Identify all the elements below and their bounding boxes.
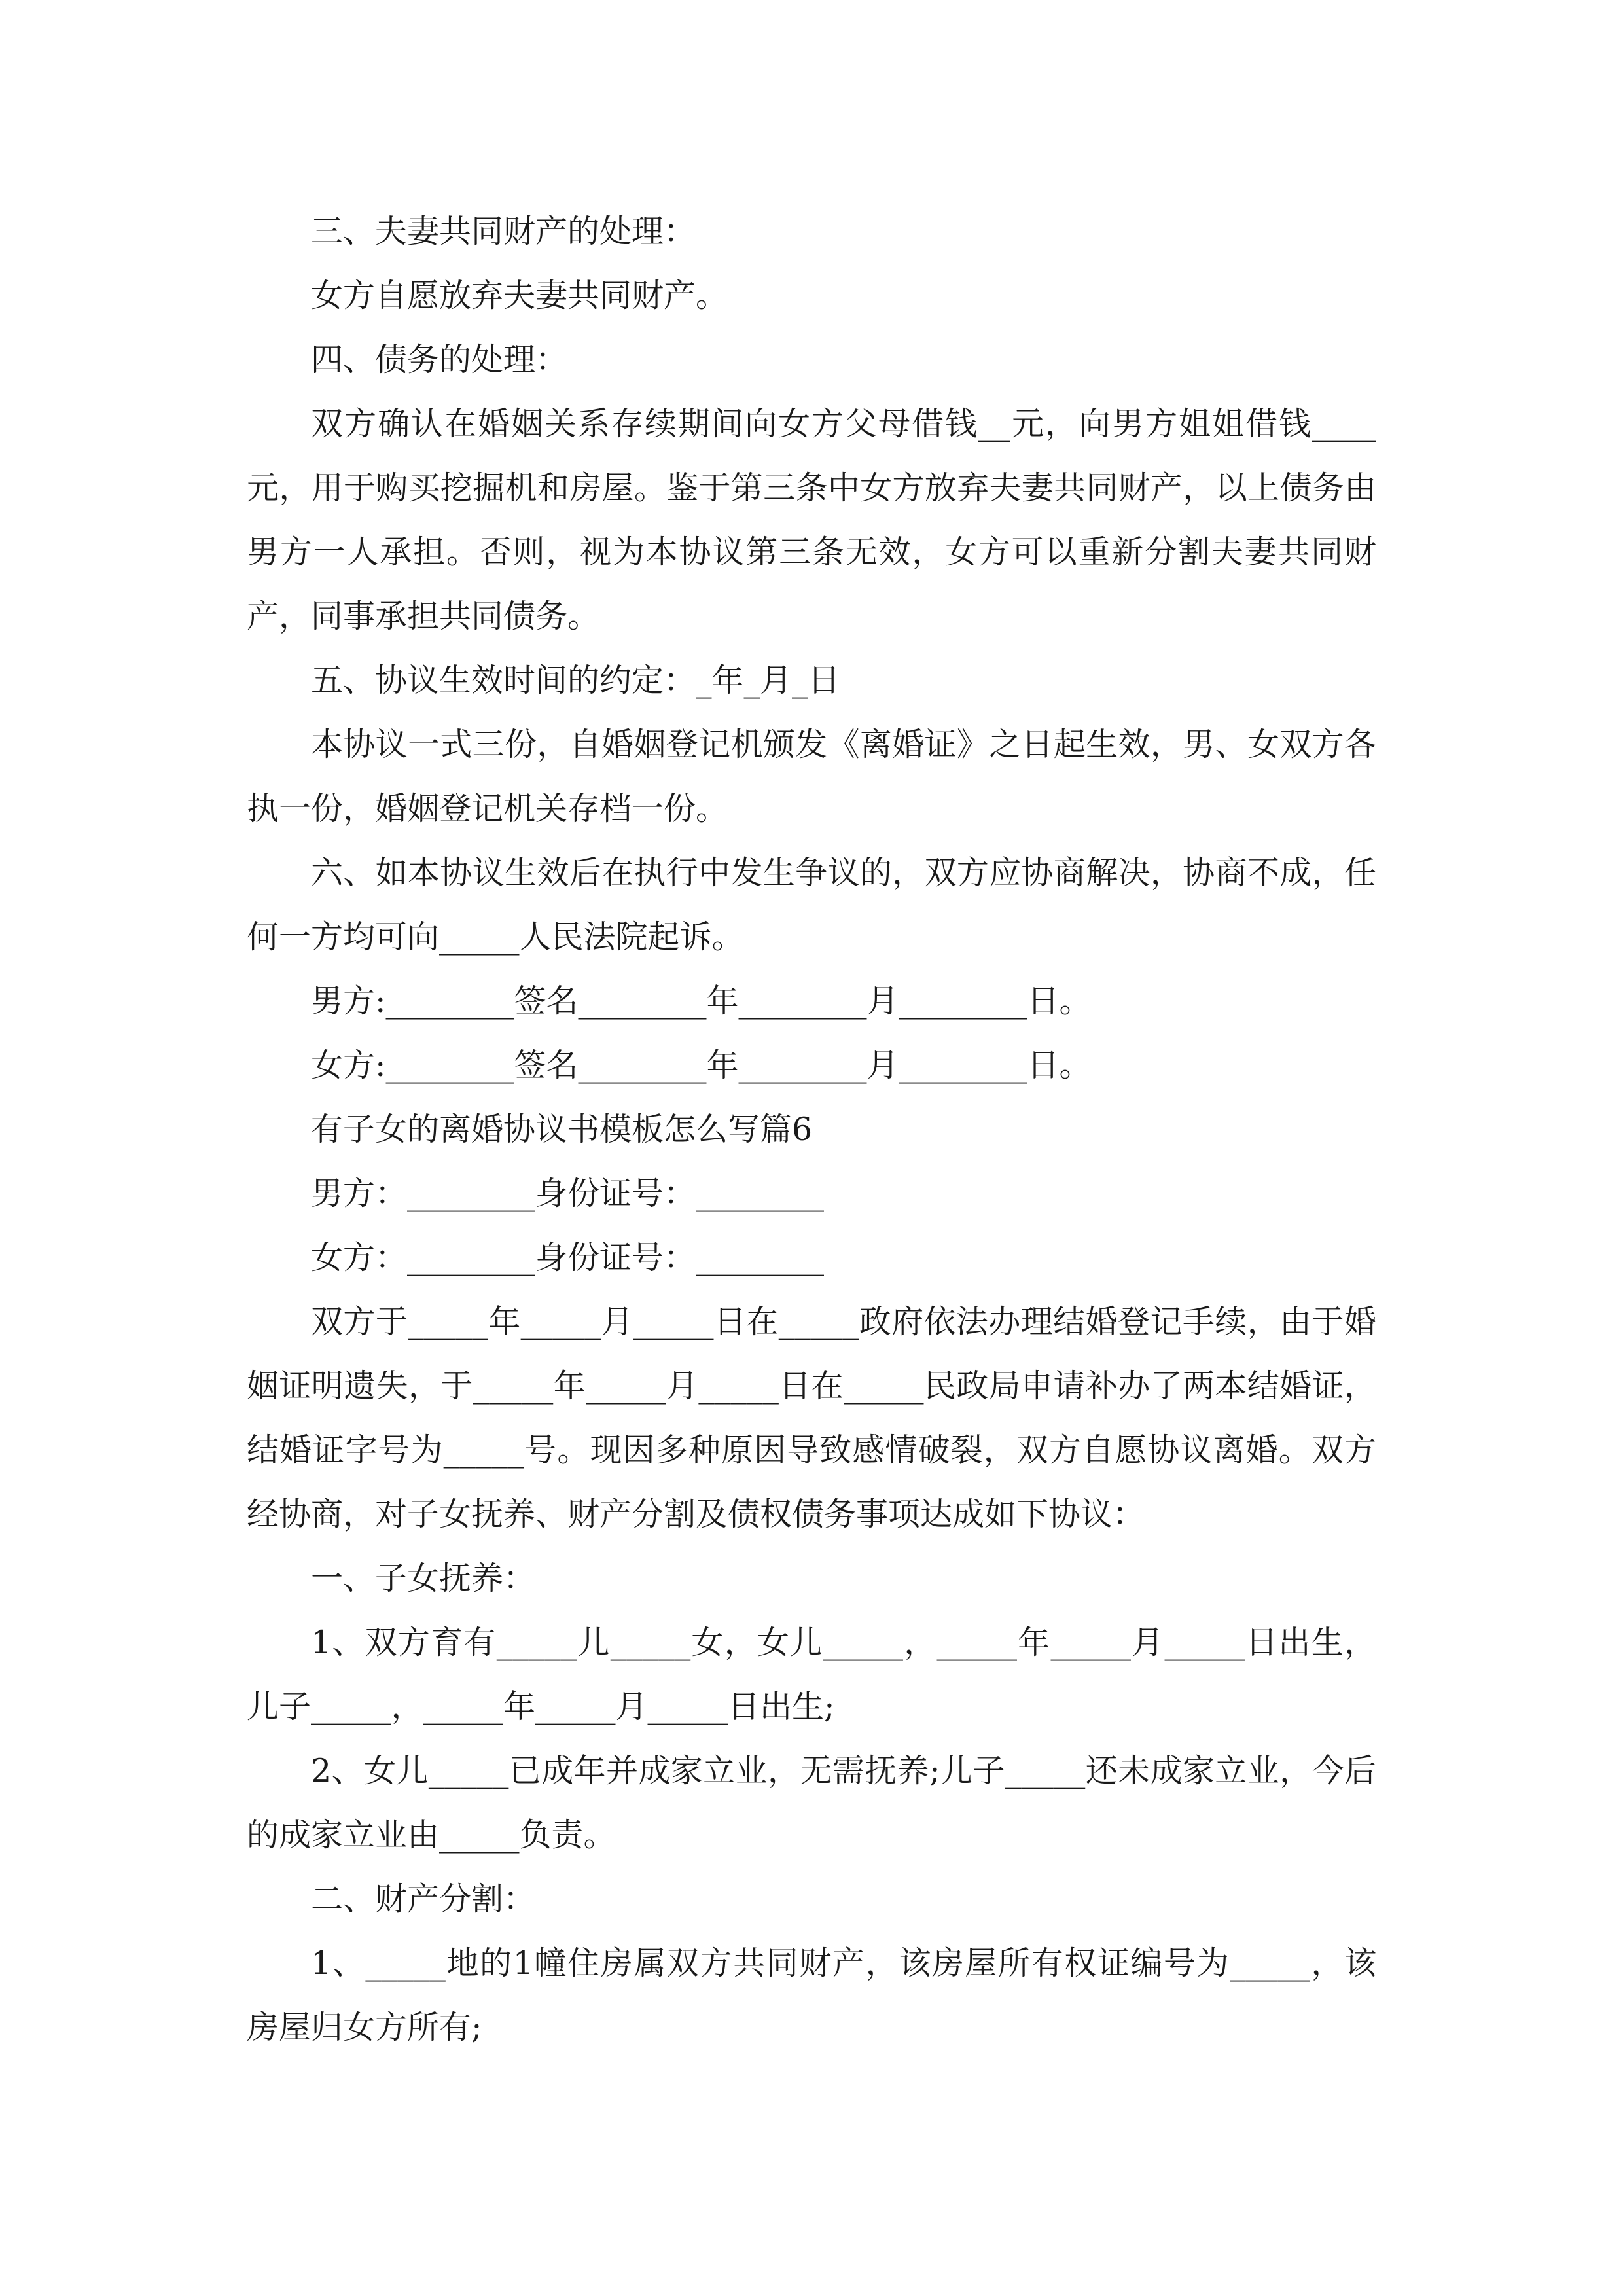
document-body (247, 200, 1376, 2060)
section-heading-child-support: 一、子女抚养： (311, 1560, 536, 1597)
paragraph-house: 1、_____地的1幢住房属双方共同财产，该房屋所有权证编号为_____，该房屋归女方所有; (247, 1945, 1376, 2046)
id-line-male: 男方：________身份证号：________ (311, 1175, 825, 1212)
paragraph-property-waiver: 女方自愿放弃夫妻共同财产。 (311, 277, 728, 314)
paragraph-debts: 双方确认在婚姻关系存续期间向女方父母借钱__元，向男方姐姐借钱____元，用于购买挖掘机和房屋。鉴于第三条中女方放弃夫妻共同财产，以上债务由男方一人承担。否则，视为本协议第三条无效，女方可以重新分割夫妻共同财产，同事承担共同债务。 (247, 405, 1376, 635)
id-line-female: 女方：________身份证号：________ (311, 1239, 825, 1276)
paragraph-children: 1、双方育有_____儿_____女，女儿_____，_____年_____月_____日出生，儿子_____，_____年_____月_____日出生; (247, 1624, 1376, 1725)
section-heading-property-division: 二、财产分割： (311, 1880, 536, 1918)
paragraph-copies: 本协议一式三份，自婚姻登记机颁发《离婚证》之日起生效，男、女双方各执一份，婚姻登记机关存档一份。 (247, 726, 1376, 827)
signature-line-male: 男方:________签名________年________月________日。 (311, 982, 1092, 1020)
section-heading-debts: 四、债务的处理： (311, 341, 568, 378)
paragraph-disputes: 六、如本协议生效后在执行中发生争议的，双方应协商解决，协商不成，任何一方均可向_____人民法院起诉。 (247, 854, 1376, 956)
paragraph-marriage-registration: 双方于_____年_____月_____日在_____政府依法办理结婚登记手续，由于婚姻证明遗失，于_____年_____月_____日在_____民政局申请补办了两本结婚证，结婚证字号为_____号。现因多种原因导致感情破裂，双方自愿协议离婚。双方经协商，对子女抚养、财产分割及债权债务事项达成如下协议： (247, 1303, 1376, 1533)
signature-line-female: 女方:________签名________年________月________日。 (311, 1047, 1092, 1084)
section-heading-joint-property: 三、夫妻共同财产的处理： (311, 213, 696, 250)
section-heading-effective-date: 五、协议生效时间的约定：_年_月_日 (311, 662, 840, 699)
template-title: 有子女的离婚协议书模板怎么写篇6 (311, 1111, 813, 1148)
paragraph-children-status: 2、女儿_____已成年并成家立业，无需抚养;儿子_____还未成家立业，今后的成家立业由_____负责。 (247, 1752, 1376, 1854)
